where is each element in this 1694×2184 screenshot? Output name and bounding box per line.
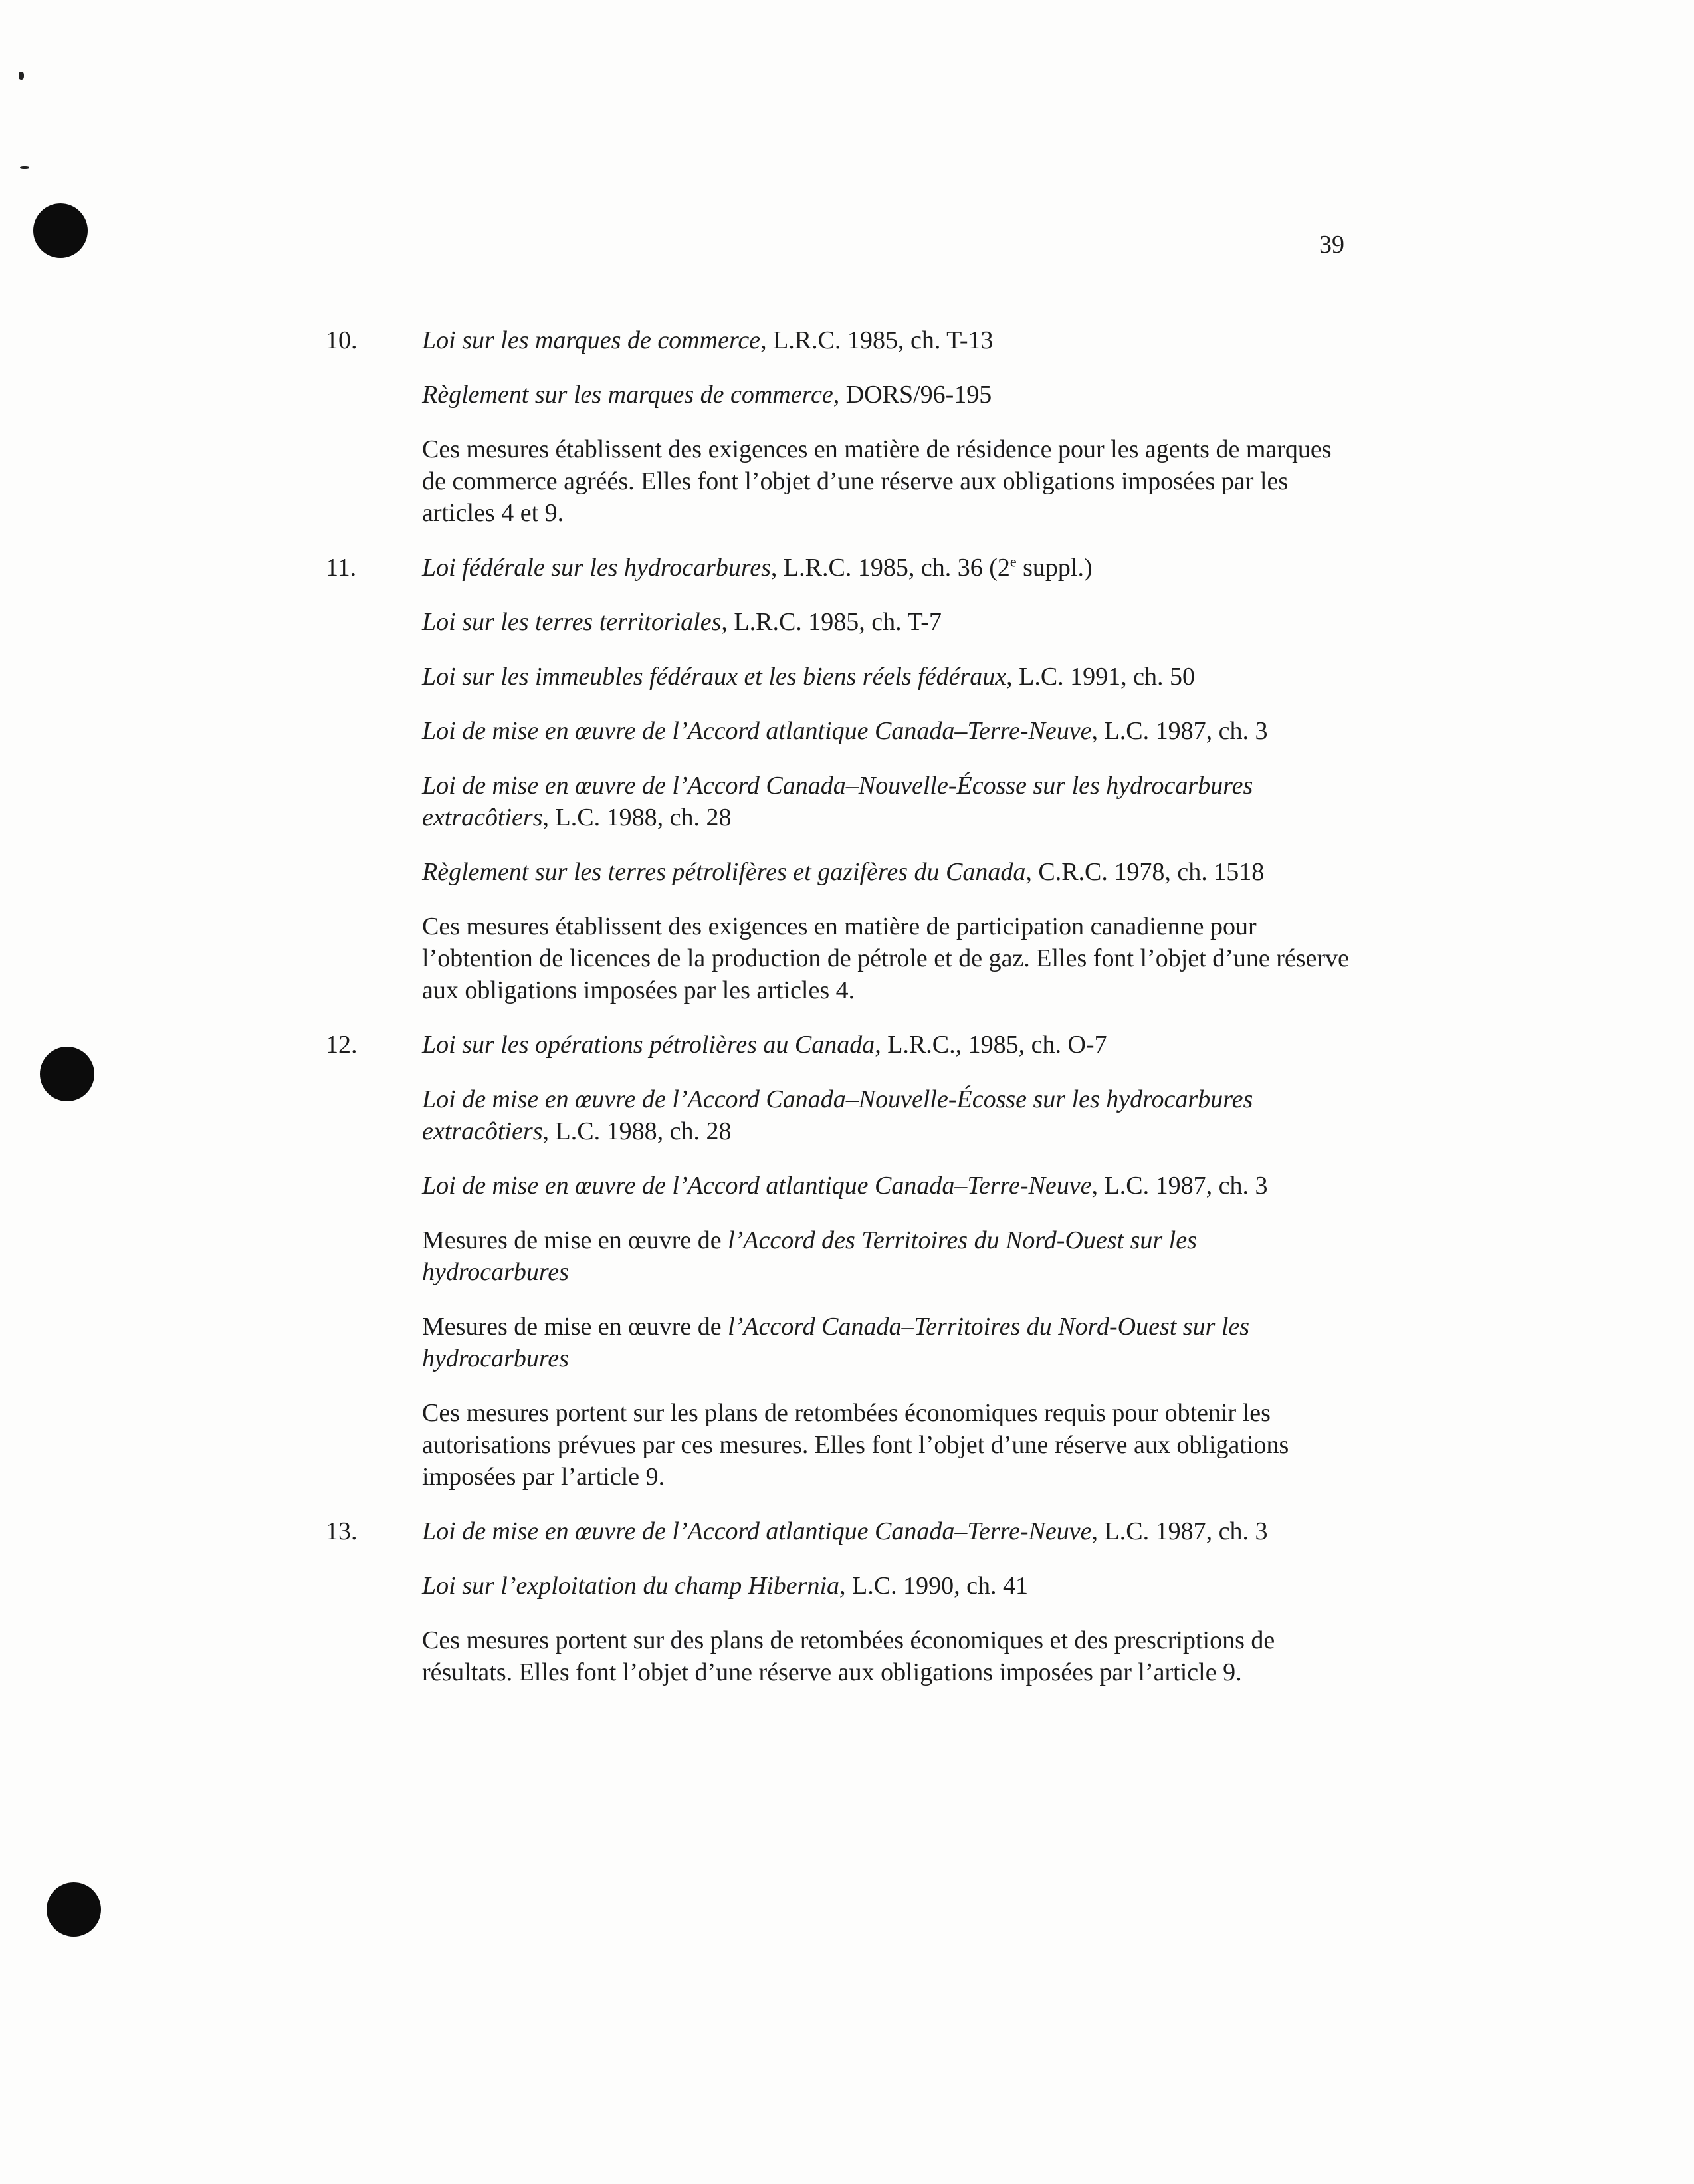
legal-reference	[422, 1083, 1286, 1147]
reference-title: Loi sur les terres territoriales	[422, 608, 722, 636]
reference-title: Loi de mise en œuvre de l’Accord atlantique Canada–Terre-Neuve	[422, 717, 1092, 745]
reference-citation: , L.R.C., 1985, ch. O-7	[875, 1031, 1107, 1059]
section-description: Ces mesures établissent des exigences en matière de résidence pour les agents de marques de commerce agréés. Elles font l’objet d’une réserve aux obligations imposées par les articles 4 et 9.	[422, 435, 1332, 527]
reference-citation-suffix: suppl.)	[1016, 554, 1093, 582]
reference-prefix: Mesures de mise en œuvre de	[422, 1313, 728, 1341]
reference-citation: , L.C. 1988, ch. 28	[542, 804, 732, 831]
legal-reference	[422, 1515, 1362, 1547]
legal-reference	[422, 715, 1362, 747]
reference-title: Loi de mise en œuvre de l’Accord atlantique Canada–Terre-Neuve	[422, 1517, 1092, 1545]
section-description: Ces mesures portent sur les plans de retombées économiques requis pour obtenir les autorisations prévues par ces mesures. Elles font l’objet d’une réserve aux obligations imposées par l’article 9.	[422, 1399, 1289, 1491]
section-number: 12.	[326, 1031, 358, 1059]
reference-title: Loi sur l’exploitation du champ Hibernia	[422, 1572, 840, 1600]
section-number: 11.	[326, 554, 357, 582]
reference-title: Loi de mise en œuvre de l’Accord Canada–Nouvelle-Écosse sur les hydrocarbures extracôtiers	[422, 772, 1253, 831]
reference-citation: , L.C. 1987, ch. 3	[1091, 1172, 1268, 1200]
punch-hole-middle	[40, 1047, 94, 1101]
legal-reference	[422, 1311, 1299, 1374]
reference-citation: , L.R.C. 1985, ch. 36 (2	[770, 554, 1010, 582]
punch-hole-bottom	[47, 1882, 101, 1937]
section-number: 10.	[326, 326, 358, 354]
superscript: e	[1009, 553, 1017, 570]
legal-reference	[422, 770, 1286, 833]
reference-title: Règlement sur les marques de commerce	[422, 381, 833, 409]
reference-citation: , L.C. 1987, ch. 3	[1091, 717, 1268, 745]
legal-reference	[422, 1224, 1259, 1288]
legal-reference	[422, 1570, 1362, 1602]
section-description: Ces mesures portent sur des plans de retombées économiques et des prescriptions de résultats. Elles font l’objet d’une réserve aux obligations imposées par l’article 9.	[422, 1626, 1275, 1686]
reference-title: Loi fédérale sur les hydrocarbures	[422, 554, 771, 582]
reference-citation: , C.R.C. 1978, ch. 1518	[1025, 858, 1265, 886]
reference-citation: , L.C. 1988, ch. 28	[542, 1117, 732, 1145]
reference-title: Loi sur les opérations pétrolières au Canada	[422, 1031, 875, 1059]
section-description: Ces mesures établissent des exigences en matière de participation canadienne pour l’obtention de licences de la production de pétrole et de gaz. Elles font l’objet d’une réserve aux obligations imposées par les articles 4.	[422, 913, 1349, 1004]
section-11	[326, 552, 1362, 1006]
legal-reference	[422, 379, 1362, 411]
reference-citation: , L.C. 1990, ch. 41	[839, 1572, 1028, 1600]
reference-title: Loi de mise en œuvre de l’Accord atlantique Canada–Terre-Neuve	[422, 1172, 1092, 1200]
reference-prefix: Mesures de mise en œuvre de	[422, 1226, 728, 1254]
legal-reference	[422, 552, 1362, 584]
reference-citation: , L.C. 1987, ch. 3	[1091, 1517, 1268, 1545]
section-13	[326, 1515, 1362, 1688]
reference-citation: , L.R.C. 1985, ch. T-13	[760, 326, 994, 354]
section-12	[326, 1029, 1362, 1493]
legal-reference	[422, 661, 1362, 693]
legal-reference	[422, 856, 1362, 888]
page-number: 39	[1319, 231, 1344, 259]
legal-reference	[422, 606, 1362, 638]
reference-title: l’Accord Canada–Territoires du Nord-Ouest sur les hydrocarbures	[422, 1313, 1250, 1372]
legal-reference	[422, 1170, 1362, 1202]
scan-speck	[20, 166, 29, 169]
reference-citation: , L.R.C. 1985, ch. T-7	[721, 608, 942, 636]
section-number: 13.	[326, 1517, 358, 1545]
reference-citation: , DORS/96-195	[833, 381, 992, 409]
reference-citation: , L.C. 1991, ch. 50	[1006, 663, 1196, 691]
section-10	[326, 324, 1362, 529]
reference-title: Loi sur les immeubles fédéraux et les biens réels fédéraux	[422, 663, 1007, 691]
reference-title: l’Accord des Territoires du Nord-Ouest sur les hydrocarbures	[422, 1226, 1197, 1286]
reference-title: Règlement sur les terres pétrolifères et gazifères du Canada	[422, 858, 1026, 886]
reference-title: Loi de mise en œuvre de l’Accord Canada–Nouvelle-Écosse sur les hydrocarbures extracôtiers	[422, 1085, 1253, 1145]
legal-reference	[422, 324, 1362, 356]
legal-reference	[422, 1029, 1362, 1061]
document-body	[326, 324, 1362, 1711]
scan-speck	[19, 72, 24, 80]
reference-title: Loi sur les marques de commerce	[422, 326, 761, 354]
punch-hole-top	[33, 203, 88, 258]
